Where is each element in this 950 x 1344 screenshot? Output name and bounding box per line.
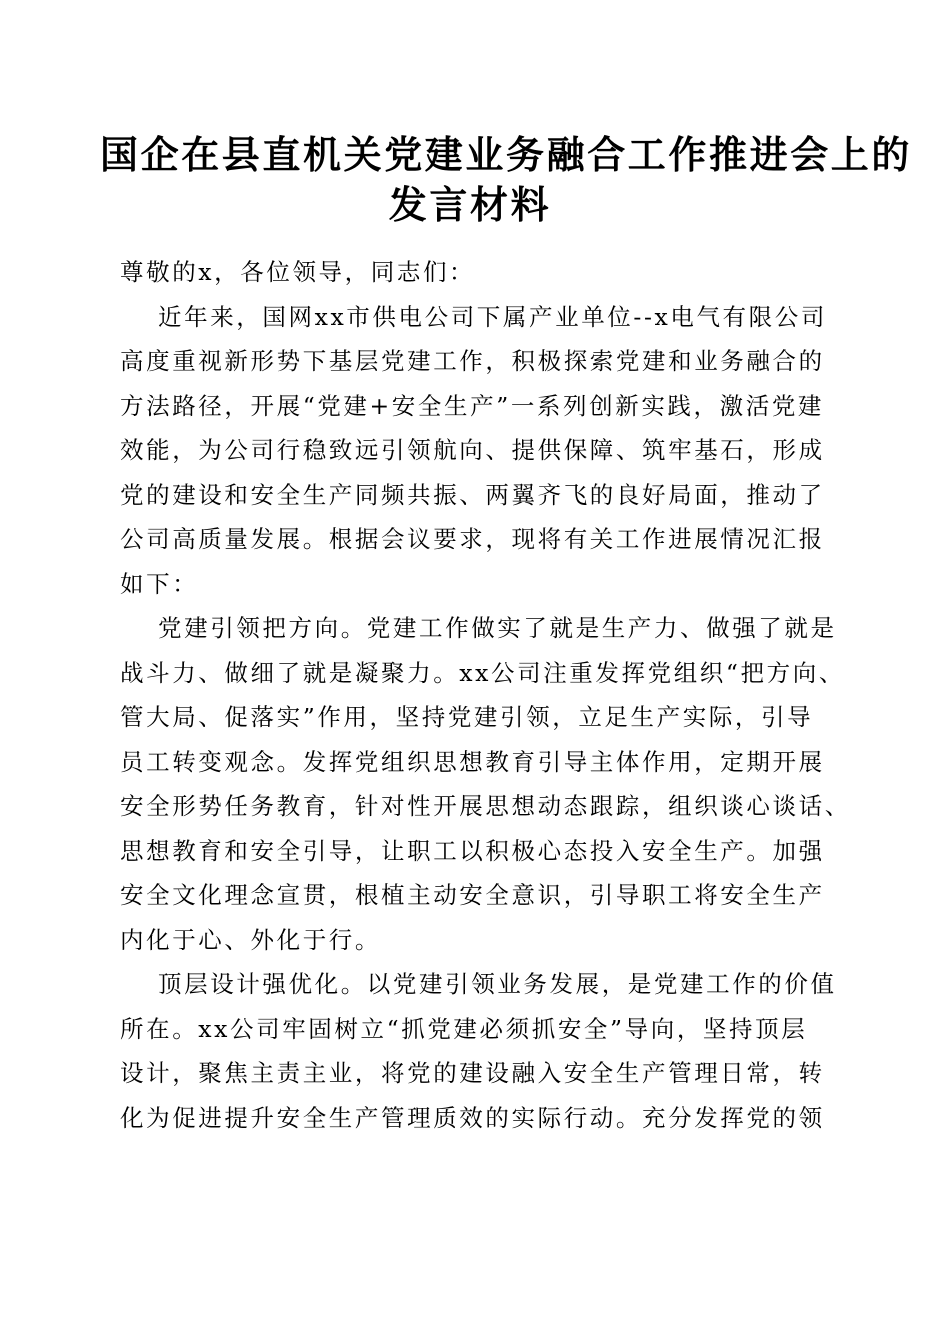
paragraph-line: 内化于心、外化于行。 bbox=[120, 925, 381, 954]
paragraph-line: 党的建设和安全生产同频共振、两翼齐飞的良好局面，推动了 bbox=[120, 480, 825, 509]
paragraph-line: 安全文化理念宣贯，根植主动安全意识，引导职工将安全生产 bbox=[120, 881, 825, 909]
paragraph-1 bbox=[120, 295, 830, 607]
salutation: 尊敬的x，各位领导，同志们： bbox=[120, 258, 476, 286]
paragraph-line: 效能，为公司行稳致远引领航向、提供保障、筑牢基石，形成 bbox=[120, 436, 825, 464]
paragraph-line: 如下： bbox=[120, 569, 199, 598]
paragraph-line: 所在。xx公司牢固树立“抓党建必须抓安全”导向，坚持顶层 bbox=[120, 1014, 808, 1043]
paragraph-line: 公司高质量发展。根据会议要求，现将有关工作进展情况汇报 bbox=[120, 525, 825, 553]
paragraph-line: 安全形势任务教育，针对性开展思想动态跟踪，组织谈心谈话、 bbox=[120, 792, 851, 820]
title-line-2: 发言材料 bbox=[388, 182, 552, 227]
document-body bbox=[120, 250, 851, 1140]
paragraph-line: 近年来，国网xx市供电公司下属产业单位--x电气有限公司 bbox=[158, 302, 827, 331]
paragraph-line: 方法路径，开展“党建+安全生产”一系列创新实践，激活党建 bbox=[120, 391, 825, 420]
paragraph-line: 高度重视新形势下基层党建工作，积极探索党建和业务融合的 bbox=[120, 347, 825, 375]
paragraph-3 bbox=[120, 962, 837, 1140]
paragraph-2 bbox=[120, 606, 851, 962]
paragraph-line: 思想教育和安全引导，让职工以积极心态投入安全生产。加强 bbox=[120, 836, 825, 865]
paragraph-line: 战斗力、做细了就是凝聚力。xx公司注重发挥党组织“把方向、 bbox=[120, 658, 845, 687]
title-line-1: 国企在县直机关党建业务融合工作推进会上的 bbox=[100, 132, 913, 177]
paragraph-line: 顶层设计强优化。以党建引领业务发展，是党建工作的价值 bbox=[158, 970, 837, 998]
paragraph-line: 党建引领把方向。党建工作做实了就是生产力、做强了就是 bbox=[158, 614, 837, 642]
document-title bbox=[100, 130, 913, 230]
paragraph-line: 员工转变观念。发挥党组织思想教育引导主体作用，定期开展 bbox=[120, 747, 825, 776]
paragraph-line: 化为促进提升安全生产管理质效的实际行动。充分发挥党的领 bbox=[120, 1103, 825, 1132]
paragraph-line: 管大局、促落实”作用，坚持党建引领，立足生产实际，引导 bbox=[120, 703, 814, 731]
paragraph-line: 设计，聚焦主责主业，将党的建设融入安全生产管理日常，转 bbox=[120, 1059, 825, 1087]
